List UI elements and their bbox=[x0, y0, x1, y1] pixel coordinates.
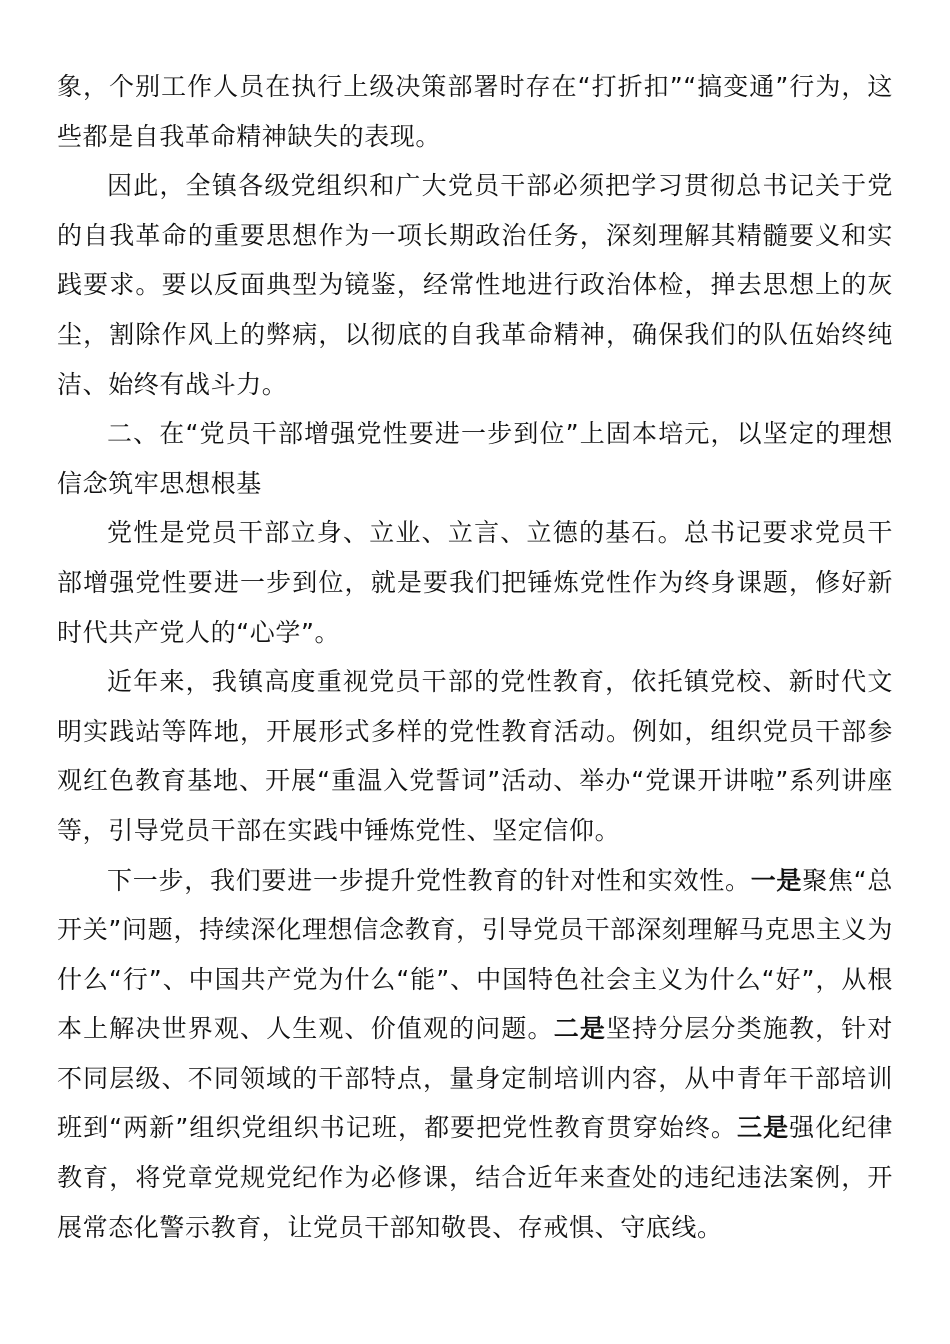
paragraph-text: 党性是党员干部立身、立业、立言、立德的基石。总书记要求党员干部增强党性要进一步到位，就是要我们把锤炼党性作为终身课题，修好新时代共产党人的“心学”。 bbox=[57, 518, 893, 647]
section-heading-two bbox=[57, 409, 893, 508]
paragraph-self-revolution bbox=[57, 161, 893, 409]
paragraph-recent-years bbox=[57, 657, 893, 855]
paragraph-party-spirit bbox=[57, 508, 893, 657]
paragraph-text: 因此，全镇各级党组织和广大党员干部必须把学习贯彻总书记关于党的自我革命的重要思想作为一项长期政治任务，深刻理解其精髓要义和实践要求。要以反面典型为镜鉴，经常性地进行政治体检，掸去思想上的灰尘，割除作风上的弊病，以彻底的自我革命精神，确保我们的队伍始终纯洁、始终有战斗力。 bbox=[57, 171, 893, 399]
point-marker-two: 二是 bbox=[553, 1014, 606, 1044]
point-marker-three: 三是 bbox=[737, 1113, 790, 1143]
section-heading-text: 二、在“党员干部增强党性要进一步到位”上固本培元，以坚定的理想信念筑牢思想根基 bbox=[57, 419, 893, 498]
paragraph-next-steps bbox=[57, 856, 893, 1253]
paragraph-text: 聚焦“总开关”问题，持续深化理想信念教育，引导党员干部深刻理解马克思主义为什么“行”、中国共产党为什么“能”、中国特色社会主义为什么“好”，从根本上解决世界观、人生观、价值观的问题。 bbox=[57, 865, 893, 1044]
paragraph-text: 强化纪律教育，将党章党规党纪作为必修课，结合近年来查处的违纪违法案例，开展常态化警示教育，让党员干部知敬畏、存戒惧、守底线。 bbox=[57, 1113, 893, 1242]
point-marker-one: 一是 bbox=[750, 865, 803, 895]
paragraph-text: 坚持分层分类施教，针对不同层级、不同领域的干部特点，量身定制培训内容，从中青年干部培训班到“两新”组织党组织书记班，都要把党性教育贯穿始终。 bbox=[57, 1014, 893, 1143]
paragraph-text: 下一步，我们要进一步提升党性教育的针对性和实效性。 bbox=[107, 865, 751, 895]
document-body bbox=[57, 62, 893, 1252]
paragraph-continuation bbox=[57, 62, 893, 161]
paragraph-text: 象，个别工作人员在执行上级决策部署时存在“打折扣”“搞变通”行为，这些都是自我革命精神缺失的表现。 bbox=[57, 72, 893, 151]
paragraph-text: 近年来，我镇高度重视党员干部的党性教育，依托镇党校、新时代文明实践站等阵地，开展形式多样的党性教育活动。例如，组织党员干部参观红色教育基地、开展“重温入党誓词”活动、举办“党课开讲啦”系列讲座等，引导党员干部在实践中锤炼党性、坚定信仰。 bbox=[57, 667, 893, 845]
